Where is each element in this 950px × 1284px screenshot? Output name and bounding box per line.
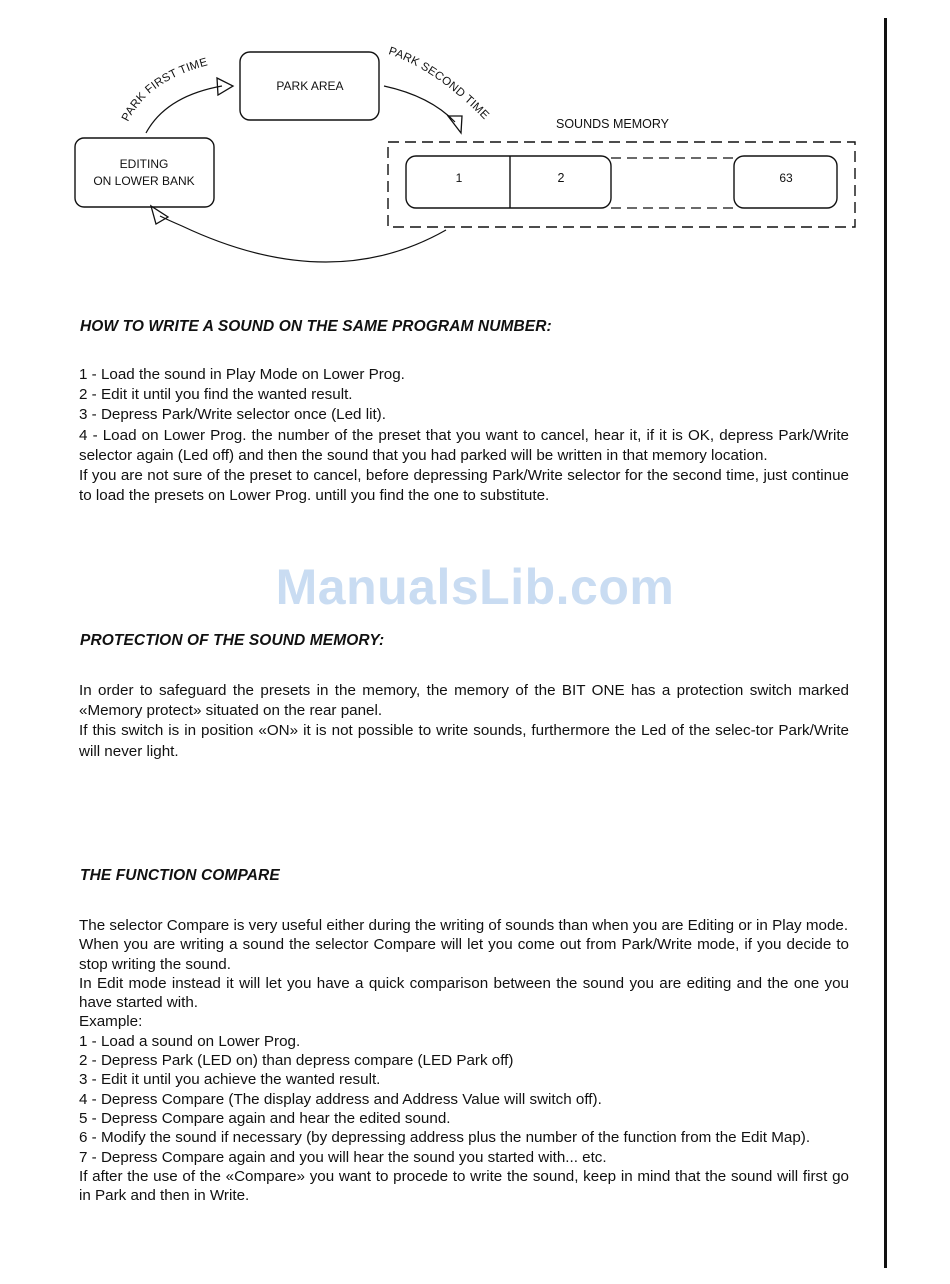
example-label: Example: — [79, 1013, 143, 1031]
step-line: 2 - Edit it until you find the wanted result. — [79, 386, 353, 404]
step-line: 4 - Depress Compare (The display address and Address Value will switch off). — [79, 1090, 602, 1108]
step-line: 6 - Modify the sound if necessary (by depressing address plus the number of the function from the Edit Map). — [79, 1129, 811, 1147]
park-area-label: PARK AREA — [276, 79, 344, 93]
step-line: 3 - Depress Park/Write selector once (Led lit). — [79, 406, 386, 424]
step-line: 5 - Depress Compare again and hear the edited sound. — [79, 1109, 451, 1127]
note-line: If you are not sure of the preset to cancel, before depressing Park/Write selector for the second time, just continue to load the presets on Lower Prog. untill you find the one to substitute. — [79, 467, 849, 505]
step-line: 4 - Load on Lower Prog. the number of the preset that you want to cancel, hear it, if it is OK, depress Park/Write selector again (Led off) and then the sound that you had parked will be written in that memory location. — [79, 426, 849, 464]
step-line: 2 - Depress Park (LED on) than depress compare (LED Park off) — [79, 1052, 514, 1070]
section-heading-compare: THE FUNCTION COMPARE — [80, 867, 280, 884]
step-line: 1 - Load the sound in Play Mode on Lower Prog. — [79, 366, 405, 383]
paragraph-line: If this switch is in position «ON» it is not possible to write sounds, furthermore the Led of the selec-tor Park/Write will never light. — [79, 722, 849, 760]
section-heading-protection: PROTECTION OF THE SOUND MEMORY: — [80, 632, 385, 649]
sounds-memory-title: SOUNDS MEMORY — [556, 117, 669, 131]
park-second-arrowhead-icon — [448, 116, 462, 133]
paragraph-line: The selector Compare is very useful either during the writing of sounds than when you are Editing or in Play mode. — [79, 917, 849, 934]
note-line: If after the use of the «Compare» you want to procede to write the sound, keep in mind that the sound will first go in Park and then in Write. — [79, 1167, 849, 1205]
section-write-sound-body — [79, 365, 849, 506]
editing-box — [75, 138, 214, 207]
section-protection-body — [79, 681, 849, 762]
park-second-arrow — [384, 86, 455, 122]
memory-slot-63-label: 63 — [779, 171, 793, 185]
section-compare-body — [79, 916, 849, 1205]
watermark: ManualsLib.com — [275, 559, 675, 615]
park-first-arrow — [146, 86, 222, 133]
park-write-diagram — [0, 0, 950, 300]
step-line: 3 - Edit it until you achieve the wanted result. — [79, 1071, 381, 1089]
section-heading-write-sound: HOW TO WRITE A SOUND ON THE SAME PROGRAM NUMBER: — [80, 318, 552, 335]
return-arrow — [160, 216, 446, 262]
editing-label-line2: ON LOWER BANK — [93, 174, 195, 188]
step-line: 1 - Load a sound on Lower Prog. — [79, 1032, 301, 1050]
park-first-label: PARK FIRST TIME — [119, 56, 210, 124]
editing-label-line1: EDITING — [119, 157, 169, 171]
paragraph-line: In Edit mode instead it will let you have a quick comparison between the sound you are editing and the one you have started with. — [79, 974, 849, 1012]
park-second-label: PARK SECOND TIME — [386, 45, 492, 123]
step-line: 7 - Depress Compare again and you will hear the sound you started with... etc. — [79, 1148, 607, 1166]
paragraph-line: When you are writing a sound the selector Compare will let you come out from Park/Write mode, if you decide to stop writing the sound. — [79, 936, 849, 973]
memory-slot-1-label: 1 — [455, 171, 463, 185]
memory-slots-1-2 — [406, 156, 611, 208]
return-arrowhead-icon — [151, 206, 168, 224]
paragraph-line: In order to safeguard the presets in the memory, the memory of the BIT ONE has a protection switch marked «Memory protect» situated on the rear panel. — [79, 682, 849, 720]
memory-slot-2-label: 2 — [557, 171, 565, 185]
